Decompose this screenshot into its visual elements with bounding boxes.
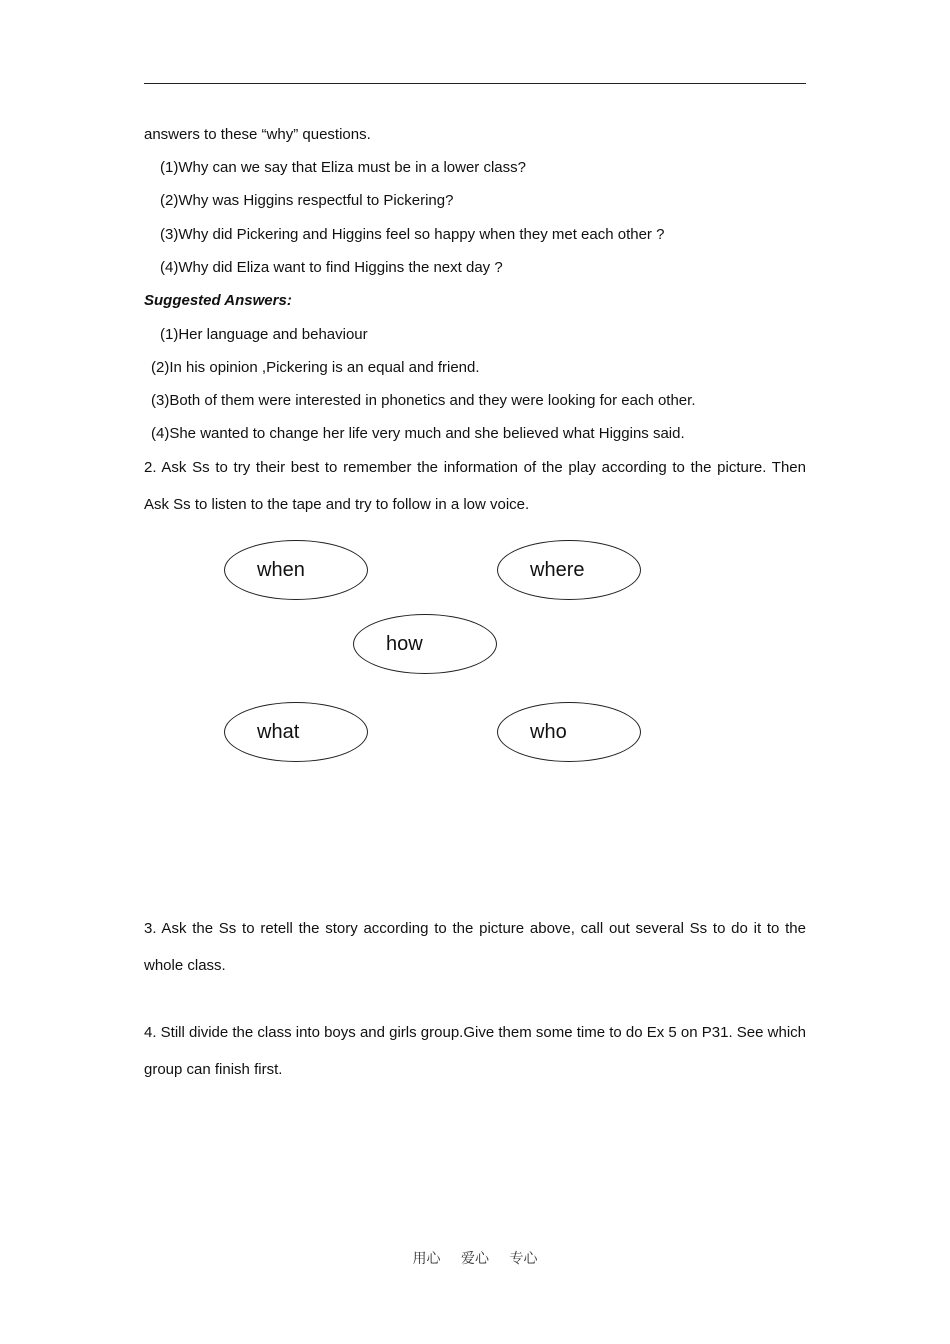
answer-3: (3)Both of them were interested in phonetics and they were looking for each other. [151,392,696,409]
answer-4: (4)She wanted to change her life very much and she believed what Higgins said. [151,425,685,442]
bubble-how [353,614,497,674]
answer-2: (2)In his opinion ,Pickering is an equal and friend. [151,359,480,376]
step-4-paragraph: 4. Still divide the class into boys and girls group.Give them some time to do Ex 5 on P31. See which group can finish first. [144,1024,807,1078]
question-2: (2)Why was Higgins respectful to Pickering? [160,192,454,209]
answer-1: (1)Her language and behaviour [160,326,368,343]
intro-line: answers to these “why” questions. [144,126,371,143]
step-3-paragraph: 3. Ask the Ss to retell the story according to the picture above, call out several Ss to do it to the whole class. [144,920,806,974]
bubble-what [224,702,368,762]
bubble-when-label: when [257,559,305,581]
bubble-who-label: who [530,721,567,743]
question-1: (1)Why can we say that Eliza must be in a lower class? [160,159,526,176]
bubble-how-label: how [386,633,423,655]
bubble-who [497,702,641,762]
bubble-when [224,540,368,600]
question-3: (3)Why did Pickering and Higgins feel so happy when they met each other ? [160,226,665,243]
header-rule [144,83,806,84]
bubble-where-label: where [530,559,585,581]
bubble-what-label: what [257,721,300,743]
answers-heading: Suggested Answers: [144,292,292,309]
page-footer: 用心 爱心 专心 [412,1251,538,1267]
step-2-paragraph: 2. Ask Ss to try their best to remember the information of the play according to the picture. Then Ask Ss to listen to the tape and try to follow in a low voice. [144,459,806,513]
bubble-where [497,540,641,600]
question-4: (4)Why did Eliza want to find Higgins the next day ? [160,259,503,276]
